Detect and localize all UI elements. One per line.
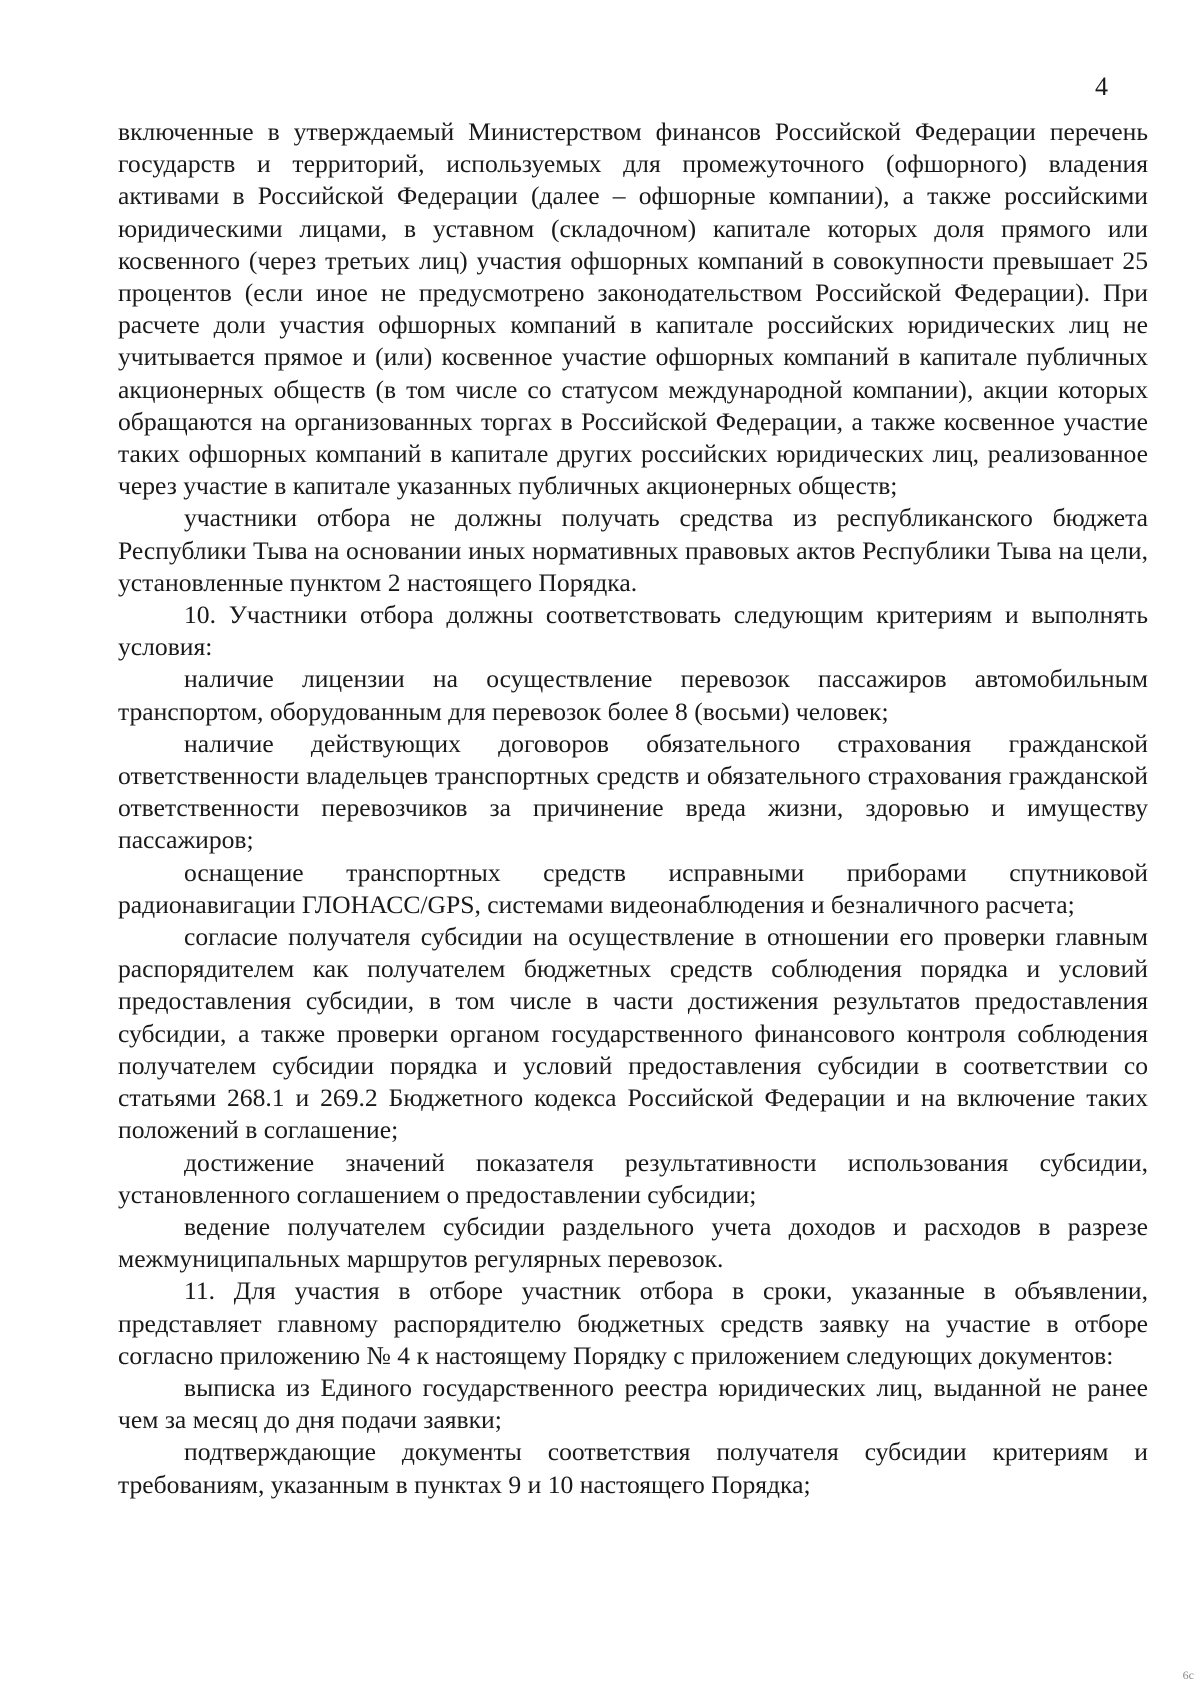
paragraph: подтверждающие документы соответствия получателя субсидии критериям и требованиям, указанным в пунктах 9 и 10 настоящего Порядка; (118, 1437, 1148, 1499)
paragraph: участники отбора не должны получать средства из республиканского бюджета Республики Тыва на основании иных нормативных правовых актов Республики Тыва на цели, установленные пунктом 2 настоящего Порядка. (118, 503, 1148, 597)
paragraph-clause-11: 11. Для участия в отборе участник отбора в сроки, указанные в объявлении, представляет главному распорядителю бюджетных средств заявку на участие в отборе согласно приложению № 4 к настоящему Порядку с приложением следующих документов: (118, 1276, 1148, 1370)
paragraph: достижение значений показателя результативности использования субсидии, установленного соглашением о предоставлении субсидии; (118, 1147, 1148, 1209)
page-number: 4 (1095, 72, 1108, 101)
paragraph: оснащение транспортных средств исправными приборами спутниковой радионавигации ГЛОНАСС/GPS, системами видеонаблюдения и безналичного расчета; (118, 857, 1148, 919)
paragraph: согласие получателя субсидии на осуществление в отношении его проверки главным распорядителем как получателем бюджетных средств соблюдения порядка и условий предоставления субсидии, в том числе в части достижения результатов предоставления субсидии, а также проверки органом государственного финансового контроля соблюдения получателем субсидии порядка и условий предоставления субсидии в соответствии со статьями 268.1 и 269.2 Бюджетного кодекса Российской Федерации и на включение таких положений в соглашение; (118, 922, 1148, 1145)
paragraph: ведение получателем субсидии раздельного учета доходов и расходов в разрезе межмуниципальных маршрутов регулярных перевозок. (118, 1211, 1148, 1274)
paragraph-clause-10: 10. Участники отбора должны соответствовать следующим критериям и выполнять условия: (118, 600, 1148, 662)
paragraph: наличие действующих договоров обязательного страхования гражданской ответственности владельцев транспортных средств и обязательного страхования гражданской ответственности перевозчиков за причинение вреда жизни, здоровью и имуществу пассажиров; (118, 728, 1148, 855)
paragraph: наличие лицензии на осуществление перевозок пассажиров автомобильным транспортом, оборудованным для перевозок более 8 (восьми) человек; (118, 664, 1148, 726)
paragraph: выписка из Единого государственного реестра юридических лиц, выданной не ранее чем за месяц до дня подачи заявки; (118, 1372, 1148, 1435)
paragraph-continuation: включенные в утверждаемый Министерством финансов Российской Федерации перечень государств и территорий, используемых для промежуточного (офшорного) владения активами в Российской Федерации (далее – офшорные компании), а также российскими юридическими лицами, в уставном (складочном) капитале которых доля прямого или косвенного (через третьих лиц) участия офшорных компаний в совокупности превышает 25 процентов (если иное не предусмотрено законодательством Российской Федерации). При расчете доли участия офшорных компаний в капитале российских юридических лиц не учитывается прямое и (или) косвенное участие офшорных компаний в капитале публичных акционерных обществ (в том числе со статусом международной компании), акции которых обращаются на организованных торгах в Российской Федерации, а также косвенное участие таких офшорных компаний в капитале других российских юридических лиц, реализованное через участие в капитале указанных публичных акционерных обществ; (118, 117, 1148, 501)
corner-mark: 6c (1182, 1668, 1194, 1682)
document-body (118, 116, 1148, 1501)
